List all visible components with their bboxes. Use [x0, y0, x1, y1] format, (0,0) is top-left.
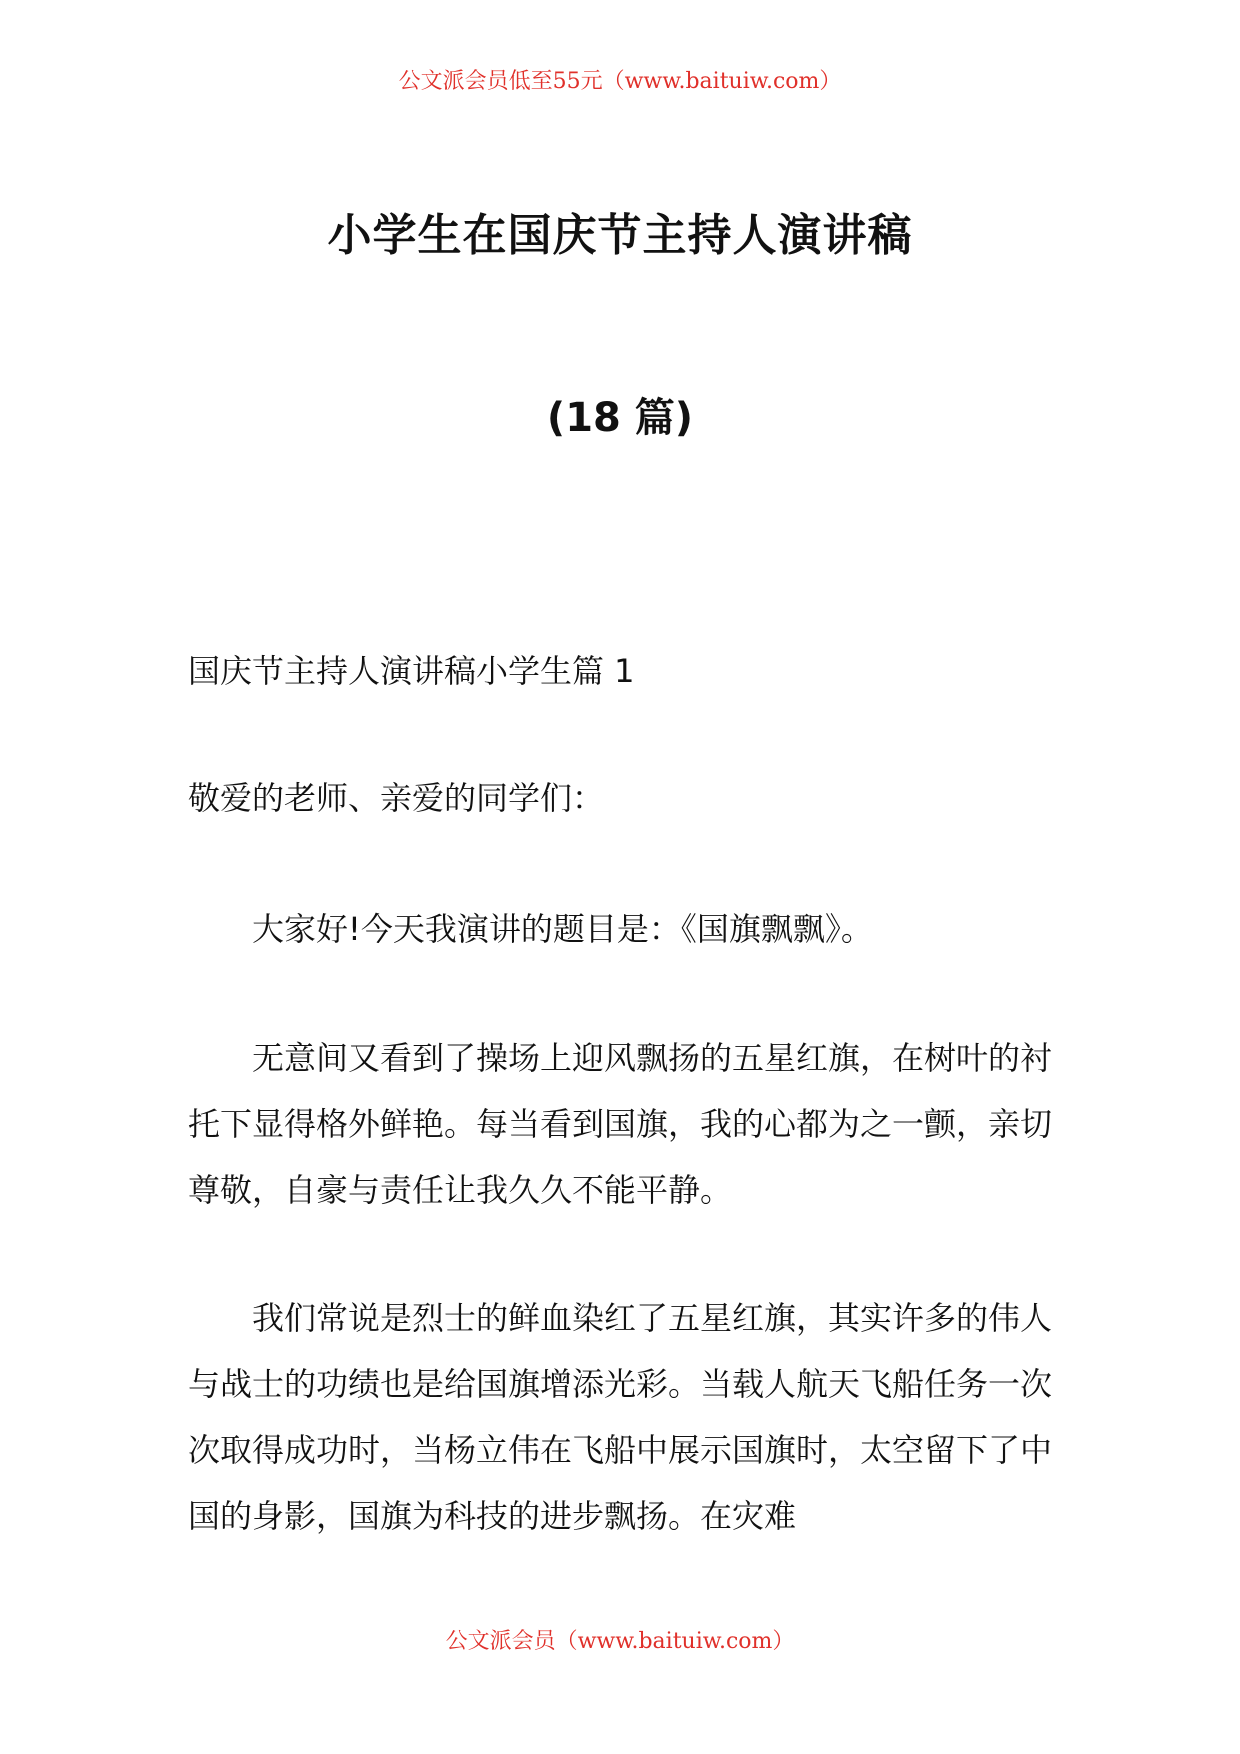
- header-watermark-banner: 公文派会员低至55元（www.baituiw.com）: [398, 69, 842, 94]
- document-subtitle: (18 篇): [546, 395, 694, 441]
- section-heading: 国庆节主持人演讲稿小学生篇 1: [188, 652, 635, 690]
- footer-watermark-banner: 公文派会员（www.baituiw.com）: [445, 1629, 795, 1654]
- document-title: 小学生在国庆节主持人演讲稿: [327, 210, 913, 261]
- salutation: 敬爱的老师、亲爱的同学们：: [188, 779, 605, 817]
- paragraph-greeting: 大家好!今天我演讲的题目是：《国旗飘飘》。: [252, 910, 873, 948]
- paragraph-martyrs: 我们常说是烈士的鲜血染红了五星红旗，其实许多的伟人与战士的功绩也是给国旗增添光彩。当载人航天飞船任务一次次取得成功时，当杨立伟在飞船中展示国旗时，太空留下了中国的身影，国旗为科技的进步飘扬。在灾难: [188, 1299, 1053, 1535]
- paragraph-flag-view: 无意间又看到了操场上迎风飘扬的五星红旗，在树叶的衬托下显得格外鲜艳。每当看到国旗，我的心都为之一颤，亲切尊敬，自豪与责任让我久久不能平静。: [188, 1039, 1053, 1209]
